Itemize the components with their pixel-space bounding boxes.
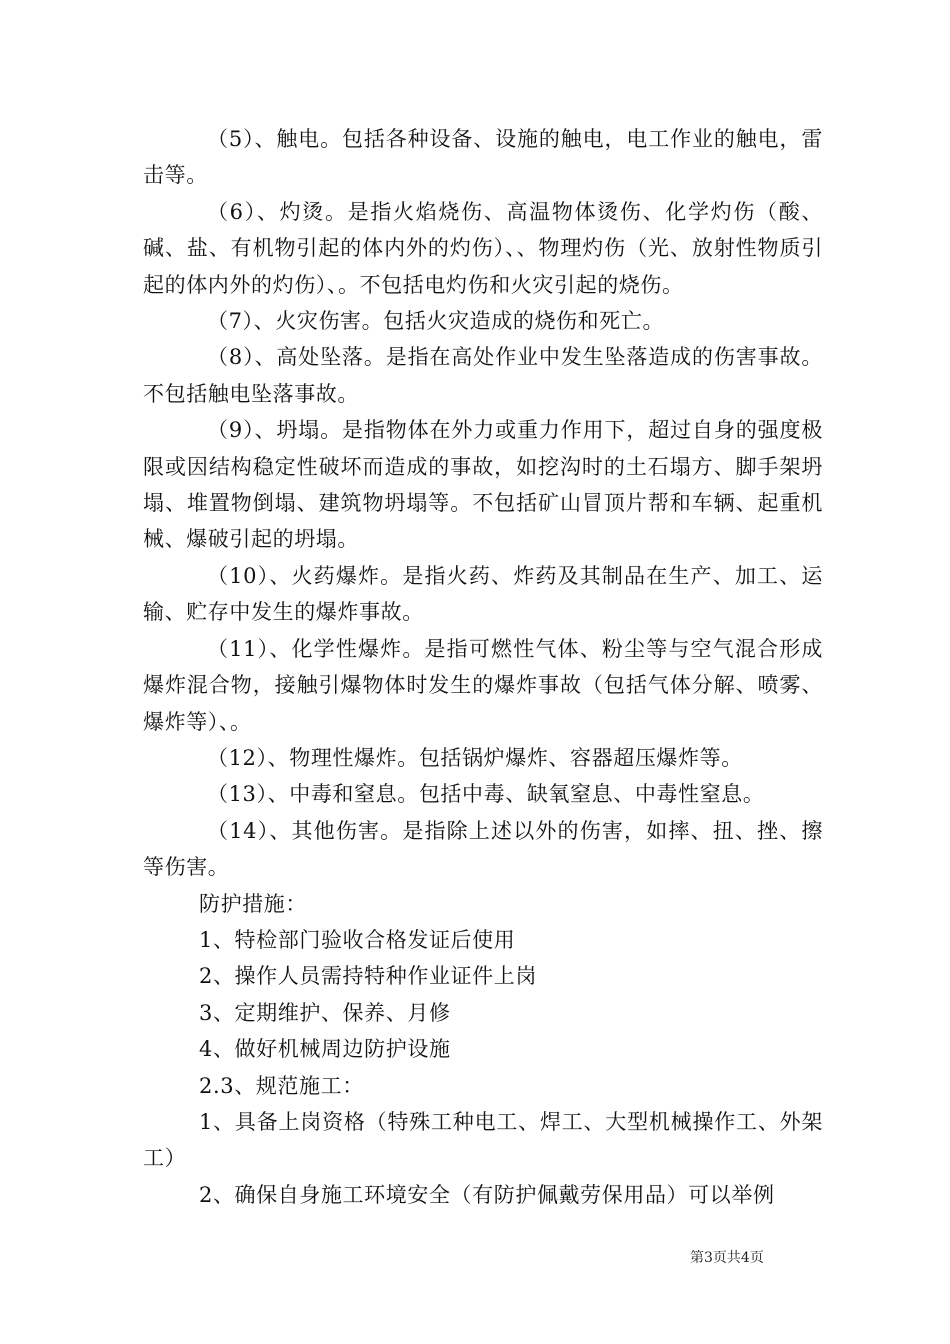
paragraph-poisoning: （13）、中毒和窒息。包括中毒、缺氧窒息、中毒性窒息。 [207, 782, 765, 807]
paragraph-protection-3: 3、定期维护、保养、月修 [199, 1000, 451, 1025]
paragraph-protection-2: 2、操作人员需持特种作业证件上岗 [199, 964, 537, 989]
paragraph-fire-injury: （7）、火灾伤害。包括火灾造成的烧伤和死亡。 [207, 309, 665, 334]
paragraph-construction-1: 1、具备上岗资格（特殊工种电工、焊工、大型机械操作工、外架工） [143, 1109, 823, 1171]
document-body [143, 121, 823, 1213]
paragraph-protection-4: 4、做好机械周边防护设施 [199, 1037, 451, 1062]
page-number-footer: 第3页共4页 [690, 1250, 764, 1266]
paragraph-burns: （6）、灼烫。是指火焰烧伤、高温物体烫伤、化学灼伤（酸、碱、盐、有机物引起的体内外的灼伤）、、物理灼伤（光、放射性物质引起的体内外的灼伤）、。不包括电灼伤和火灾引起的烧伤。 [143, 199, 823, 297]
paragraph-protection-heading: 防护措施： [199, 891, 307, 916]
paragraph-fall-from-height: （8）、高处坠落。是指在高处作业中发生坠落造成的伤害事故。不包括触电坠落事故。 [143, 345, 823, 406]
paragraph-section-2-3-heading: 2.3、规范施工： [199, 1073, 364, 1098]
paragraph-protection-1: 1、特检部门验收合格发证后使用 [199, 927, 516, 952]
paragraph-collapse: （9）、坍塌。是指物体在外力或重力作用下，超过自身的强度极限或因结构稳定性破坏而造成的事故，如挖沟时的土石塌方、脚手架坍塌、堆置物倒塌、建筑物坍塌等。不包括矿山冒顶片帮和车辆、起重机械、爆破引起的坍塌。 [143, 418, 823, 552]
paragraph-electric-shock: （5）、触电。包括各种设备、设施的触电，电工作业的触电，雷击等。 [143, 127, 823, 188]
paragraph-chemical-explosion: （11）、化学性爆炸。是指可燃性气体、粉尘等与空气混合形成爆炸混合物，接触引爆物体时发生的爆炸事故（包括气体分解、喷雾、爆炸等）、。 [143, 636, 823, 734]
paragraph-construction-2: 2、确保自身施工环境安全（有防护佩戴劳保用品）可以举例 [199, 1182, 775, 1207]
paragraph-other-injuries: （14）、其他伤害。是指除上述以外的伤害，如摔、扭、挫、擦等伤害。 [143, 818, 823, 880]
paragraph-explosive-blast: （10）、火药爆炸。是指火药、炸药及其制品在生产、加工、运输、贮存中发生的爆炸事故。 [143, 563, 823, 625]
paragraph-physical-explosion: （12）、物理性爆炸。包括锅炉爆炸、容器超压爆炸等。 [207, 745, 743, 770]
